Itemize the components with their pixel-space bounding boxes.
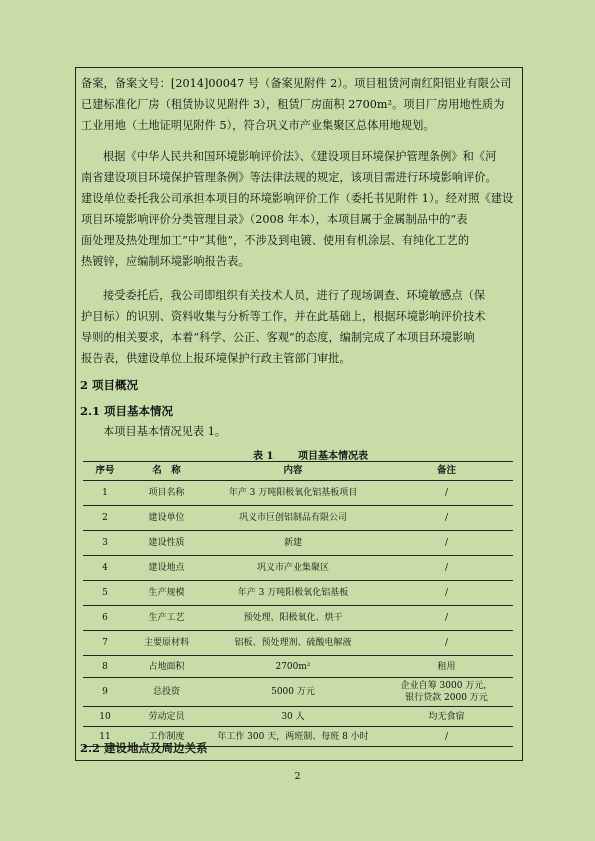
table-cell: / <box>444 538 449 548</box>
text-line: 已建标准化厂房（租赁协议见附件 3），租赁厂房面积 2700m²。项目厂房用地性质为 <box>81 98 505 111</box>
section-2-heading: 2 项目概况 <box>80 378 139 392</box>
table-cell: 年产 3 万吨阳极氧化铝基板 <box>237 588 349 598</box>
table-cell: 7 <box>102 638 108 648</box>
header-cell: 备注 <box>436 465 456 476</box>
table-row <box>83 531 513 556</box>
table-cell: / <box>444 613 449 623</box>
table-cell: 租用 <box>437 661 456 672</box>
table-cell: 11 <box>99 731 111 742</box>
table-cell: 2700m² <box>275 661 311 672</box>
table-cell: 6 <box>102 613 108 623</box>
table-cell: 建设单位 <box>148 513 185 523</box>
table-cell: / <box>444 488 449 498</box>
commission-paragraph <box>81 285 521 369</box>
header-cell: 序号 <box>95 465 115 476</box>
table-cell: 5 <box>102 588 108 598</box>
table-cell: 10 <box>99 711 111 722</box>
text-line: 本项目基本情况见表 1。 <box>103 425 227 438</box>
table-row <box>83 556 513 581</box>
table-cell: 1 <box>102 488 108 498</box>
text-line: 面处理及热处理加工”中“其他”，不涉及到电镀、使用有机涂层、有纯化工艺的 <box>81 234 470 247</box>
table-cell: 巩义市巨创铝制品有限公司 <box>238 513 347 523</box>
table-row <box>83 678 513 707</box>
table-row <box>83 481 513 506</box>
text-line: 备案，备案文号：[2014]00047 号（备案见附件 2）。项目租赁河南红阳铝业有限公司 <box>81 77 512 90</box>
page-number: 2 <box>294 771 301 782</box>
table-cell: 建设性质 <box>148 538 185 548</box>
text-line: 报告表，供建设单位上报环境保护行政主管部门审批。 <box>81 352 351 365</box>
table-row <box>83 656 513 678</box>
intro-paragraph <box>81 73 521 136</box>
table-cell: 5000 万元 <box>271 687 315 697</box>
table-cell: 均无食宿 <box>428 711 465 722</box>
table-cell: 预处理、阳极氧化、烘干 <box>243 613 343 623</box>
table-cell: 生产工艺 <box>148 613 185 623</box>
table-cell: / <box>444 588 449 598</box>
table-row <box>83 581 513 606</box>
text-line: 建设单位委托我公司承担本项目的环境影响评价工作（委托书见附件 1）。经对照《建设 <box>81 192 514 205</box>
table-cell: 2 <box>102 513 108 523</box>
table-cell: / <box>444 563 449 573</box>
table-cell: 铝板、预处理剂、硫酸电解液 <box>234 638 352 648</box>
table-cell: / <box>444 638 449 648</box>
table-title: 项目基本情况表 <box>298 451 368 462</box>
text-line: 项目环境影响评价分类管理目录》（2008 年本），本项目属于金属制品中的“表 <box>81 213 468 226</box>
section-2-2-heading: 2.2 建设地点及周边关系 <box>80 741 208 755</box>
table-cell: 9 <box>102 687 108 697</box>
section-2-1-heading: 2.1 项目基本情况 <box>80 404 174 418</box>
table-cell: 巩义市产业集聚区 <box>256 563 329 573</box>
table-row <box>83 506 513 531</box>
text-line: 接受委托后，我公司即组织有关技术人员，进行了现场调查、环境敏感点（保 <box>103 289 486 302</box>
table-cell: 年工作 300 天，两班制、每班 8 小时 <box>217 731 369 742</box>
table-cell: 占地面积 <box>148 661 185 672</box>
table-cell: / <box>444 731 449 742</box>
table-cell: 项目名称 <box>148 488 185 498</box>
table-cell: 工作制度 <box>148 731 185 742</box>
table-cell: 4 <box>102 563 108 573</box>
table-number: 表 1 <box>253 451 274 462</box>
table-cell: 新建 <box>283 538 302 548</box>
text-line: 导则的相关要求，本着“科学、公正、客观”的态度，编制完成了本项目环境影响 <box>81 331 475 344</box>
section-2-1-text <box>81 421 521 442</box>
header-cell: 名 称 <box>152 465 181 476</box>
text-line: 热镀锌，应编制环境影响报告表。 <box>81 255 250 268</box>
table-cell: 劳动定员 <box>148 711 185 722</box>
table-cell: 30 人 <box>281 711 305 722</box>
table-cell: 3 <box>102 538 108 548</box>
text-line: 根据《中华人民共和国环境影响评价法》、《建设项目环境保护管理条例》和《河 <box>103 150 497 163</box>
table-row <box>83 631 513 656</box>
header-cell: 内容 <box>283 465 303 476</box>
table-cell: 8 <box>102 661 108 672</box>
text-line: 工业用地（土地证明见附件 5），符合巩义市产业集聚区总体用地规划。 <box>81 119 435 132</box>
table-cell: 年产 3 万吨阳极氧化铝基板项目 <box>228 488 358 498</box>
text-line: 南省建设项目环境保护管理条例》等法律法规的规定，该项目需进行环境影响评价。 <box>81 171 497 184</box>
text-line: 护目标）的识别、资料收集与分析等工作，并在此基础上，根据环境影响评价技术 <box>81 310 486 323</box>
table-cell: 主要原材料 <box>143 638 189 648</box>
legal-basis-paragraph <box>81 146 521 272</box>
table-row <box>83 606 513 631</box>
table-cell: 总投资 <box>152 687 180 697</box>
table-cell: 企业自筹 3000 万元， 银行贷款 2000 万元 <box>400 681 493 703</box>
project-info-table <box>83 461 513 747</box>
table-cell: 生产规模 <box>148 588 185 598</box>
table-cell: / <box>444 513 449 523</box>
table-row <box>83 707 513 727</box>
table-header-row <box>83 462 513 481</box>
table-cell: 建设地点 <box>148 563 185 573</box>
